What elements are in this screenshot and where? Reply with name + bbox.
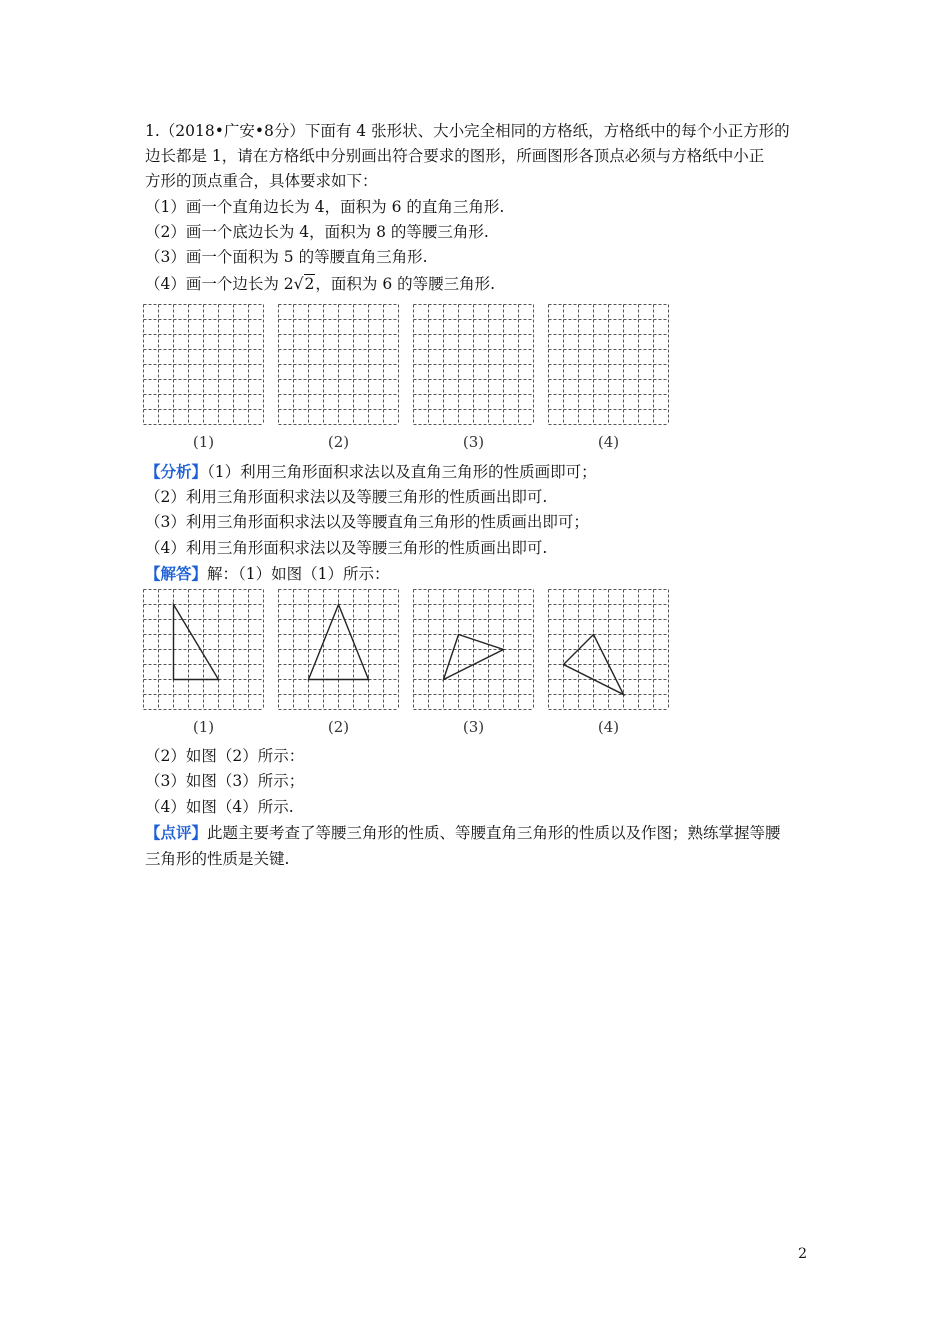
requirement-4 xyxy=(145,274,495,294)
grid-figure xyxy=(548,589,669,736)
empty-grid-row xyxy=(143,304,669,451)
figure-caption: (3) xyxy=(462,718,485,736)
solution-grid-row xyxy=(143,589,669,736)
grid-figure xyxy=(413,304,534,451)
requirement-4-suffix: ，面积为 6 的等腰三角形. xyxy=(315,275,496,293)
figure-caption: (3) xyxy=(462,433,485,451)
requirement-2: （2）画一个底边长为 4，面积为 8 的等腰三角形. xyxy=(145,223,489,241)
grid-figure xyxy=(143,589,264,736)
analysis-line-4: （4）利用三角形面积求法以及等腰三角形的性质画出即可. xyxy=(145,539,548,557)
grid-paper xyxy=(413,304,534,425)
answer-line-3: （3）如图（3）所示； xyxy=(145,772,305,790)
analysis-line-2: （2）利用三角形面积求法以及等腰三角形的性质画出即可. xyxy=(145,488,548,506)
grid-paper xyxy=(413,589,534,710)
grid-paper xyxy=(143,589,264,710)
figure-caption: (4) xyxy=(597,433,620,451)
grid-paper xyxy=(548,304,669,425)
figure-caption: (2) xyxy=(327,718,350,736)
grid-figure xyxy=(278,589,399,736)
question-line-3: 方形的顶点重合，具体要求如下： xyxy=(145,172,378,190)
analysis-text-1: （1）利用三角形面积求法以及直角三角形的性质画即可； xyxy=(207,463,597,481)
figure-caption: (4) xyxy=(597,718,620,736)
requirement-4-prefix: （4）画一个边长为 2 xyxy=(145,275,294,293)
analysis-line-1 xyxy=(145,462,597,482)
grid-paper xyxy=(548,589,669,710)
answer-line-1 xyxy=(145,564,390,584)
figure-caption: (2) xyxy=(327,433,350,451)
answer-line-4: （4）如图（4）所示. xyxy=(145,798,294,816)
answer-tag: 【解答】 xyxy=(145,564,208,583)
sqrt-radicand: 2 xyxy=(304,275,315,293)
grid-paper xyxy=(278,589,399,710)
grid-figure xyxy=(413,589,534,736)
question-line-2: 边长都是 1，请在方格纸中分别画出符合要求的图形，所画图形各顶点必须与方格纸中小正 xyxy=(145,147,765,165)
page-number: 2 xyxy=(798,1246,807,1262)
grid-paper xyxy=(143,304,264,425)
grid-figure xyxy=(548,304,669,451)
analysis-line-3: （3）利用三角形面积求法以及等腰直角三角形的性质画出即可； xyxy=(145,513,589,531)
grid-figure xyxy=(278,304,399,451)
comment-line-2: 三角形的性质是关键. xyxy=(145,850,290,868)
requirement-1: （1）画一个直角边长为 4，面积为 6 的直角三角形. xyxy=(145,198,505,216)
figure-caption: (1) xyxy=(192,433,215,451)
answer-text-1: 解：（1）如图（1）所示： xyxy=(207,565,390,583)
comment-text-1: 此题主要考查了等腰三角形的性质、等腰直角三角形的性质以及作图；熟练掌握等腰 xyxy=(207,824,781,842)
answer-line-2: （2）如图（2）所示： xyxy=(145,747,305,765)
comment-tag: 【点评】 xyxy=(145,823,208,842)
question-line-1: 1.（2018•广安•8分）下面有 4 张形状、大小完全相同的方格纸，方格纸中的每个小正方形的 xyxy=(145,122,790,140)
analysis-tag: 【分析】 xyxy=(145,462,208,481)
drawn-triangle xyxy=(174,605,219,680)
grid-paper xyxy=(278,304,399,425)
comment-line-1 xyxy=(145,823,781,843)
requirement-3: （3）画一个面积为 5 的等腰直角三角形. xyxy=(145,248,428,266)
sqrt-symbol: √2 xyxy=(293,275,315,293)
figure-caption: (1) xyxy=(192,718,215,736)
grid-figure xyxy=(143,304,264,451)
